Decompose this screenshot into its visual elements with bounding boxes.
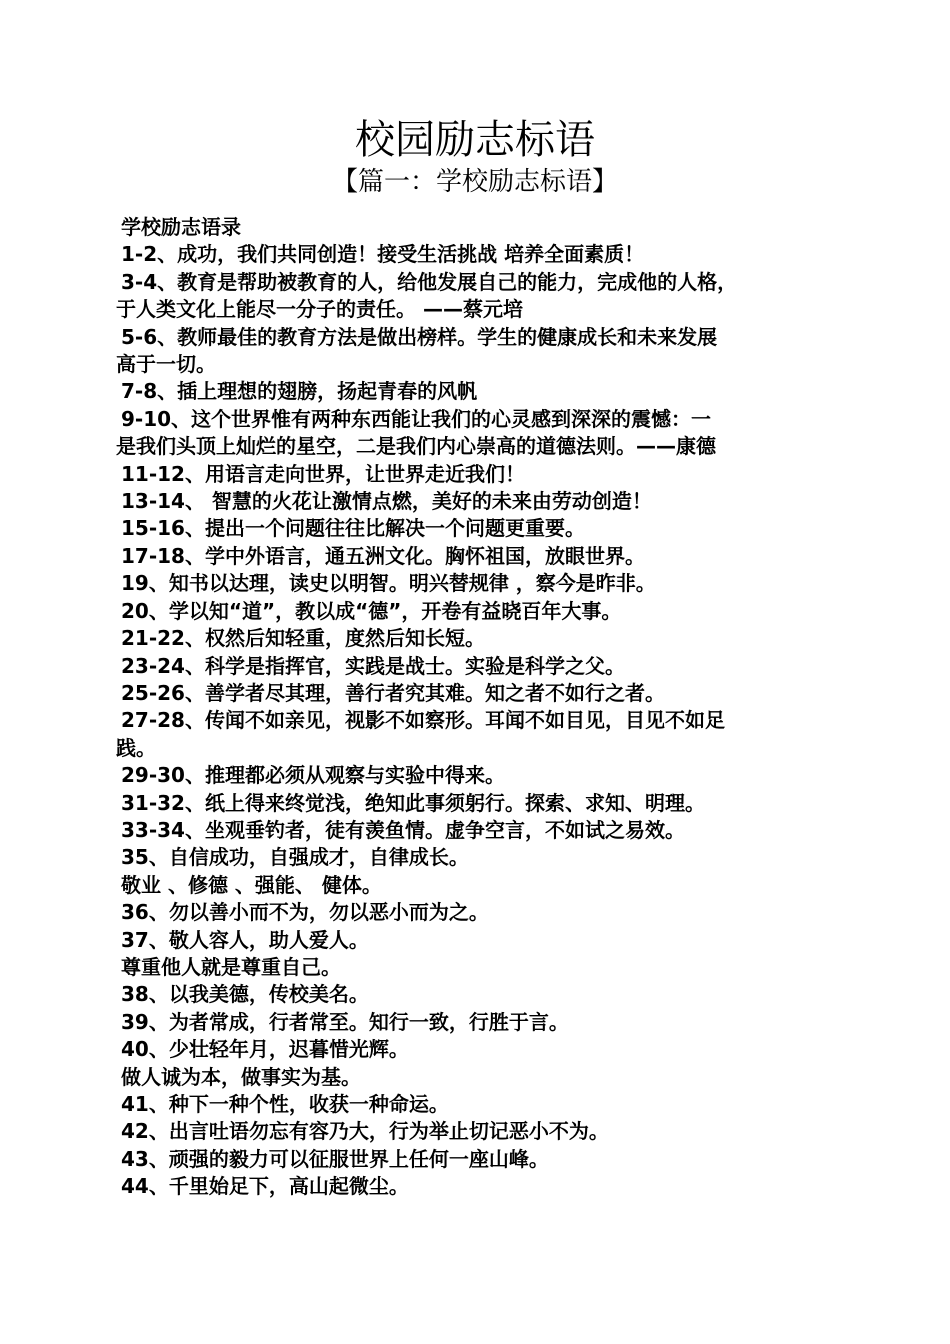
text-line: 42、出言吐语勿忘有容乃大，行为举止切记恶小不为。 [121,1119,609,1144]
text-line: 43、顽强的毅力可以征服世界上任何一座山峰。 [121,1146,549,1171]
text-line: 40、少壮轻年月，迟暮惜光辉。 [121,1037,409,1062]
document-body [116,214,846,1201]
text-line: 25-26、善学者尽其理，善行者究其难。知之者不如行之者。 [121,680,665,705]
text-line: 13-14、 智慧的火花让激情点燃，美好的未来由劳动创造！ [121,489,652,514]
text-line: 9-10、这个世界惟有两种东西能让我们的心灵感到深深的震憾：一 [121,406,712,431]
text-line: 敬业 、修德 、强能、 健体。 [121,872,382,897]
page-title: 校园励志标语 [355,117,595,163]
text-line: 20、学以知“道”，教以成“德”，开卷有益晓百年大事。 [121,598,622,623]
text-line: 1-2、成功，我们共同创造！接受生活挑战 培养全面素质！ [121,242,645,267]
text-line: 高于一切。 [116,352,216,377]
text-line: 7-8、插上理想的翅膀，扬起青春的风帆 [121,379,478,404]
text-line: 36、勿以善小而不为，勿以恶小而为之。 [121,900,489,925]
text-line: 5-6、教师最佳的教育方法是做出榜样。学生的健康成长和未来发展 [121,324,718,349]
text-line: 37、敬人容人，助人爱人。 [121,927,369,952]
text-line: 15-16、提出一个问题往往比解决一个问题更重要。 [121,516,585,541]
text-line: 21-22、权然后知轻重，度然后知长短。 [121,626,485,651]
text-line: 39、为者常成，行者常至。知行一致，行胜于言。 [121,1009,569,1034]
text-line: 于人类文化上能尽一分子的责任。 ——蔡元培 [116,297,523,322]
text-line: 19、知书以达理，读史以明智。明兴替规律 ，察今是昨非。 [121,571,656,596]
text-line: 27-28、传闻不如亲见，视影不如察形。耳闻不如目见，目见不如足 [121,708,725,733]
text-line: 践。 [116,735,156,760]
text-line: 学校励志语录 [121,215,241,239]
text-line: 35、自信成功，自强成才，自律成长。 [121,845,469,870]
text-line: 尊重他人就是尊重自己。 [121,954,341,979]
text-line: 是我们头顶上灿烂的星空，二是我们内心崇高的道德法则。——康德 [116,434,716,459]
text-line: 做人诚为本，做事实为基。 [121,1064,361,1089]
text-line: 11-12、用语言走向世界，让世界走近我们！ [121,461,525,486]
text-line: 23-24、科学是指挥官，实践是战士。实验是科学之父。 [121,653,625,678]
page-subtitle: 【篇一：学校励志标语】 [331,167,618,197]
text-line: 3-4、教育是帮助被教育的人，给他发展自己的能力，完成他的人格， [121,269,738,294]
text-line: 38、以我美德，传校美名。 [121,982,369,1007]
text-line: 17-18、学中外语言，通五洲文化。胸怀祖国，放眼世界。 [121,543,645,568]
text-line: 33-34、坐观垂钓者，徒有羡鱼情。虚争空言，不如试之易效。 [121,817,685,842]
text-line: 44、千里始足下，高山起微尘。 [121,1174,409,1199]
text-line: 41、种下一种个性，收获一种命运。 [121,1092,449,1116]
text-line: 31-32、纸上得来终觉浅，绝知此事须躬行。探索、求知、明理。 [121,790,705,815]
text-line: 29-30、推理都必须从观察与实验中得来。 [121,763,505,788]
